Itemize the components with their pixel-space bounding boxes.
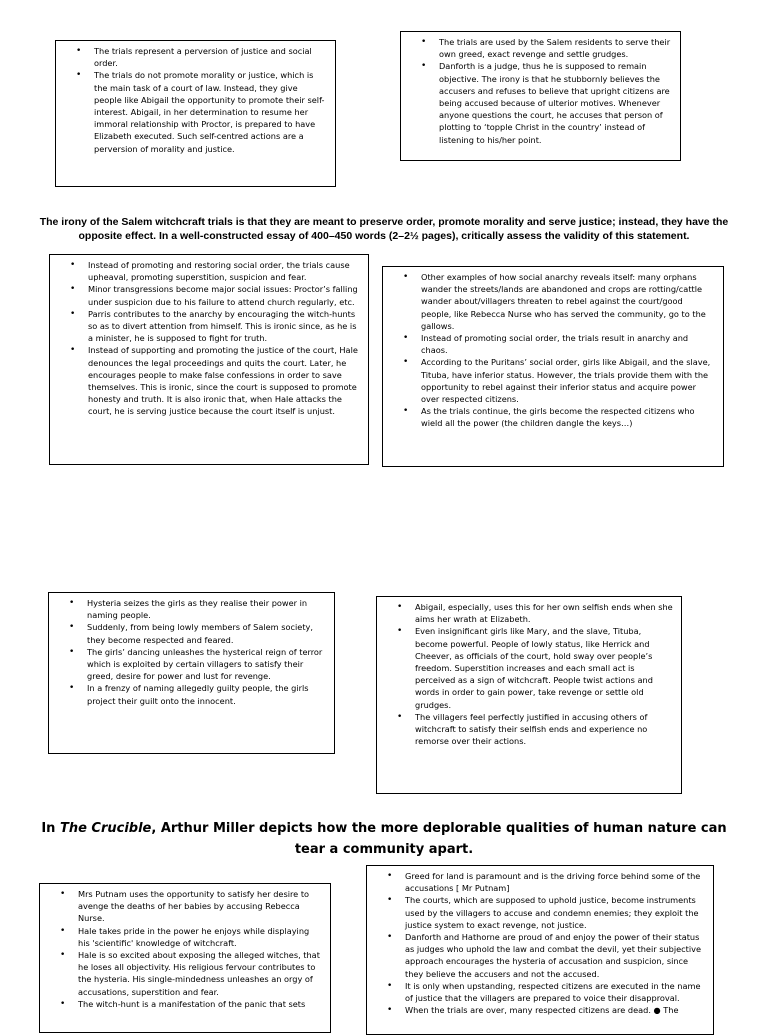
list-item: • Instead of supporting and promoting the justice of the court, Hale denounces the legal proceedings and quits the court. Later, he encourages people to make false confessions in order to save themselves. This is ironic, since the court is supposed to promote honesty and truth. It is also ironic that, when Hale attacks the court, he is serving justice because the court itself is unjust. <box>88 344 360 417</box>
list-item: • Mrs Putnam uses the opportunity to satisfy her desire to avenge the deaths of her babies by accusing Rebecca Nurse. <box>78 888 322 925</box>
note-box-social-anarchy <box>382 266 724 467</box>
list-item: • In a frenzy of naming allegedly guilty people, the girls project their guilt onto the innocent. <box>87 682 326 706</box>
list-item: • The trials represent a perversion of justice and social order. <box>94 45 327 69</box>
list-item: • It is only when upstanding, respected citizens are executed in the name of justice that the villagers are prepared to voice their disapproval. <box>405 980 705 1004</box>
list-item: • Instead of promoting and restoring social order, the trials cause upheaval, promoting superstition, suspicion and fear. <box>88 259 360 283</box>
play-title: The Crucible <box>59 821 152 836</box>
bullet-list <box>405 36 672 146</box>
list-item: • Greed for land is paramount and is the driving force behind some of the accusations [ Mr Putnam] <box>405 870 705 894</box>
list-item: • Hysteria seizes the girls as they realise their power in naming people. <box>87 597 326 621</box>
list-item: • Hale takes pride in the power he enjoys while displaying his 'scientific' knowledge of witchcraft. <box>78 925 322 949</box>
note-box-greed-and-danforth <box>400 31 681 161</box>
heading-suffix: , Arthur Miller depicts how the more deplorable qualities of human nature can tear a community apart. <box>151 821 727 857</box>
list-item: • Abigail, especially, uses this for her own selfish ends when she aims her wrath at Elizabeth. <box>415 601 673 625</box>
bullet-list <box>53 597 326 707</box>
bullet-list <box>54 259 360 418</box>
list-item: • The courts, which are supposed to uphold justice, become instruments used by the villagers to accuse and condemn enemies; they exploit the justice system to exact revenge, not justice. <box>405 894 705 931</box>
essay-topic-irony: The irony of the Salem witchcraft trials is that they are meant to preserve order, promote morality and serve justice; instead, they have the opposite effect. In a well-constructed essay of 400–450 words (2–2½ pages), critically assess the validity of this statement. <box>39 216 729 242</box>
list-item: • When the trials are over, many respected citizens are dead. ● The <box>405 1004 705 1016</box>
list-item: • Instead of promoting social order, the trials result in anarchy and chaos. <box>421 332 715 356</box>
bullet-list <box>44 888 322 1010</box>
list-item: • Suddenly, from being lowly members of Salem society, they become respected and feared. <box>87 621 326 645</box>
list-item: • The girls’ dancing unleashes the hysterical reign of terror which is exploited by certain villagers to satisfy their greed, desire for power and lust for revenge. <box>87 646 326 683</box>
list-item: • Parris contributes to the anarchy by encouraging the witch-hunts so as to divert attention from himself. This is ironic since, as he is a minister, he is supposed to fight for truth. <box>88 308 360 345</box>
note-box-abigail-power <box>376 596 682 794</box>
list-item: • Even insignificant girls like Mary, and the slave, Tituba, become powerful. People of lowly status, like Herrick and Cheever, as officials of the court, hold sway over people’s freedom. Superstition increases and each small act is perceived as a sign of witchcraft. People twist actions and words in order to gain power, take revenge or settle old grudges. <box>415 625 673 710</box>
list-item: • Other examples of how social anarchy reveals itself: many orphans wander the streets/lands are abandoned and crops are rotting/cattle wander about/villagers threaten to rebel against the court/good people, like Rebecca Nurse who has served the community, go to the gallows. <box>421 271 715 332</box>
list-item: • Danforth and Hathorne are proud of and enjoy the power of their status as judges who uphold the law and combat the devil, yet their subjective approach encourages the hysteria of accusation and suspicion, since they believe the accusers and not the accused. <box>405 931 705 980</box>
list-item: • Danforth is a judge, thus he is supposed to remain objective. The irony is that he stubbornly believes the accusers and refuses to believe that upright citizens are being accused because of ulterior motives. Whenever anyone questions the court, he accuses that person of plotting to ‘topple Christ in the country’ instead of listening to his/her point. <box>439 60 672 145</box>
essay-topic-human-nature <box>0 818 768 860</box>
list-item: • Hale is so excited about exposing the alleged witches, that he loses all objectivity. His religious fervour contributes to the hysteria. His single-mindedness unleashes an orgy of accusations, superstition and fear. <box>78 949 322 998</box>
list-item: • The trials do not promote morality or justice, which is the main task of a court of law. Instead, they give people like Abigail the opportunity to promote their self-interest. Abigail, in her determination to resume her immoral relationship with Proctor, is prepared to have Elizabeth executed. Such self-centred actions are a perversion of morality and justice. <box>94 69 327 154</box>
list-item: • According to the Puritans’ social order, girls like Abigail, and the slave, Tituba, have inferior status. However, the trials provide them with the opportunity to rebel against their inferior status and acquire power over respected citizens. <box>421 356 715 405</box>
note-box-social-order <box>49 254 369 465</box>
note-box-mrs-putnam-hale <box>39 883 331 1033</box>
bullet-list <box>371 870 705 1016</box>
list-item: • The villagers feel perfectly justified in accusing others of witchcraft to satisfy their selfish ends and experience no remorse over their actions. <box>415 711 673 748</box>
note-box-perversion-of-justice <box>55 40 336 187</box>
list-item: • Minor transgressions become major social issues: Proctor’s falling under suspicion due to his failure to attend church regularly, etc. <box>88 283 360 307</box>
list-item: • The trials are used by the Salem residents to serve their own greed, exact revenge and settle grudges. <box>439 36 672 60</box>
heading-prefix: In <box>41 821 60 836</box>
list-item: • The witch-hunt is a manifestation of the panic that sets <box>78 998 322 1010</box>
bullet-list <box>60 45 327 155</box>
note-box-greed-courts <box>366 865 714 1035</box>
note-box-hysteria <box>48 592 335 754</box>
bullet-list <box>387 271 715 430</box>
list-item: • As the trials continue, the girls become the respected citizens who wield all the power (the children dangle the keys…) <box>421 405 715 429</box>
bullet-list <box>381 601 673 747</box>
